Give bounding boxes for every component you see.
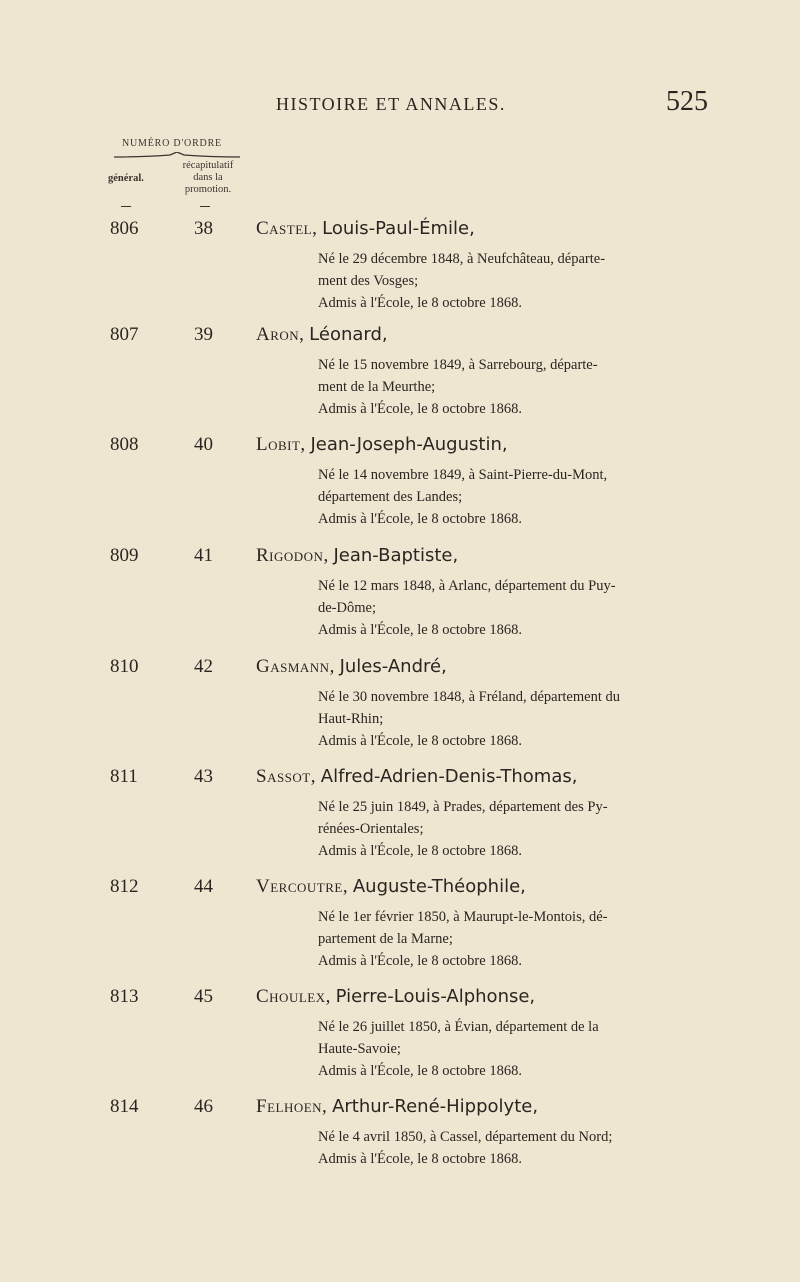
recap-line-3: promotion.	[184, 184, 232, 195]
detail-line: de-Dôme;	[318, 600, 376, 616]
recap-number: 40	[194, 434, 213, 455]
recap-number: 42	[194, 656, 213, 677]
detail-line: Né le 1er février 1850, à Maurupt-le-Montois, dé-	[318, 909, 608, 925]
detail-line: Admis à l'École, le 8 octobre 1868.	[318, 511, 522, 527]
recap-number: 41	[194, 545, 213, 566]
recap-line-1: récapitulatif	[182, 160, 234, 171]
person-name	[256, 656, 447, 678]
general-number: 810	[110, 656, 139, 677]
recap-number: 38	[194, 218, 213, 239]
detail-line: Admis à l'École, le 8 octobre 1868.	[318, 733, 522, 749]
recap-line-2: dans la	[193, 172, 223, 183]
given-names: Alfred-Adrien-Denis-Thomas,	[320, 766, 578, 787]
person-name	[256, 545, 458, 567]
entry-details	[318, 1016, 694, 1082]
general-dash	[121, 206, 131, 207]
column-group-label: NUMÉRO D'ORDRE	[122, 138, 222, 149]
person-name	[256, 324, 388, 346]
entry-details	[318, 354, 694, 420]
given-names: Léonard,	[309, 324, 388, 345]
entry-details	[318, 796, 694, 862]
detail-line: Né le 25 juin 1849, à Prades, département des Py-	[318, 799, 608, 815]
general-number: 811	[110, 766, 138, 787]
given-names: Jules-André,	[339, 656, 447, 677]
recap-number: 39	[194, 324, 213, 345]
general-number: 814	[110, 1096, 139, 1117]
detail-line: Admis à l'École, le 8 octobre 1868.	[318, 953, 522, 969]
given-names: Jean-Joseph-Augustin,	[310, 434, 508, 455]
detail-line: Né le 15 novembre 1849, à Sarrebourg, départe-	[318, 357, 598, 373]
surname: Choulex,	[256, 986, 331, 1007]
given-names: Jean-Baptiste,	[333, 545, 459, 566]
detail-line: Admis à l'École, le 8 octobre 1868.	[318, 622, 522, 638]
recap-dash	[200, 206, 210, 207]
detail-line: ment de la Meurthe;	[318, 379, 436, 395]
person-name	[256, 766, 577, 788]
recap-number: 44	[194, 876, 213, 897]
general-number: 806	[110, 218, 139, 239]
entry-details	[318, 464, 694, 530]
detail-line: Admis à l'École, le 8 octobre 1868.	[318, 295, 522, 311]
surname: Vercoutre,	[256, 876, 349, 897]
given-names: Pierre-Louis-Alphonse,	[335, 986, 536, 1007]
detail-line: ment des Vosges;	[318, 273, 419, 289]
given-names: Auguste-Théophile,	[352, 876, 526, 897]
person-name	[256, 986, 535, 1008]
detail-line: Né le 26 juillet 1850, à Évian, département de la	[318, 1019, 599, 1035]
detail-line: département des Landes;	[318, 489, 463, 505]
detail-line: Admis à l'École, le 8 octobre 1868.	[318, 1063, 522, 1079]
column-recap-label	[168, 160, 248, 196]
surname: Gasmann,	[256, 656, 335, 677]
person-name	[256, 218, 475, 240]
detail-line: partement de la Marne;	[318, 931, 453, 947]
detail-line: Né le 30 novembre 1848, à Fréland, département du	[318, 689, 620, 705]
entry-details	[318, 906, 694, 972]
brace-divider	[114, 152, 240, 158]
person-name	[256, 876, 526, 898]
person-name	[256, 434, 508, 456]
detail-line: Né le 14 novembre 1849, à Saint-Pierre-du-Mont,	[318, 467, 608, 483]
general-number: 812	[110, 876, 139, 897]
recap-number: 45	[194, 986, 213, 1007]
entry-details	[318, 686, 694, 752]
page-number: 525	[666, 86, 708, 117]
surname: Felhoen,	[256, 1096, 328, 1117]
detail-line: Né le 4 avril 1850, à Cassel, département du Nord;	[318, 1129, 613, 1145]
surname: Lobit,	[256, 434, 306, 455]
person-name	[256, 1096, 538, 1118]
detail-line: Né le 12 mars 1848, à Arlanc, département du Puy-	[318, 578, 616, 594]
column-header	[108, 138, 258, 218]
detail-line: Admis à l'École, le 8 octobre 1868.	[318, 401, 522, 417]
surname: Sassot,	[256, 766, 316, 787]
entry-details	[318, 575, 694, 641]
general-number: 813	[110, 986, 139, 1007]
detail-line: Né le 29 décembre 1848, à Neufchâteau, départe-	[318, 251, 606, 267]
surname: Rigodon,	[256, 545, 329, 566]
running-head	[0, 86, 800, 124]
general-number: 808	[110, 434, 139, 455]
detail-line: Haute-Savoie;	[318, 1041, 401, 1057]
entry-details	[318, 1126, 694, 1170]
detail-line: Admis à l'École, le 8 octobre 1868.	[318, 1151, 522, 1167]
recap-number: 43	[194, 766, 213, 787]
running-title: HISTOIRE ET ANNALES.	[276, 94, 506, 114]
general-number: 807	[110, 324, 139, 345]
detail-line: rénées-Orientales;	[318, 821, 424, 837]
surname: Aron,	[256, 324, 305, 345]
surname: Castel,	[256, 218, 318, 239]
given-names: Arthur-René-Hippolyte,	[332, 1096, 539, 1117]
entry-details	[318, 248, 694, 314]
recap-number: 46	[194, 1096, 213, 1117]
column-general-label: général.	[108, 173, 144, 184]
detail-line: Admis à l'École, le 8 octobre 1868.	[318, 843, 522, 859]
given-names: Louis-Paul-Émile,	[322, 218, 475, 239]
detail-line: Haut-Rhin;	[318, 711, 384, 727]
general-number: 809	[110, 545, 139, 566]
